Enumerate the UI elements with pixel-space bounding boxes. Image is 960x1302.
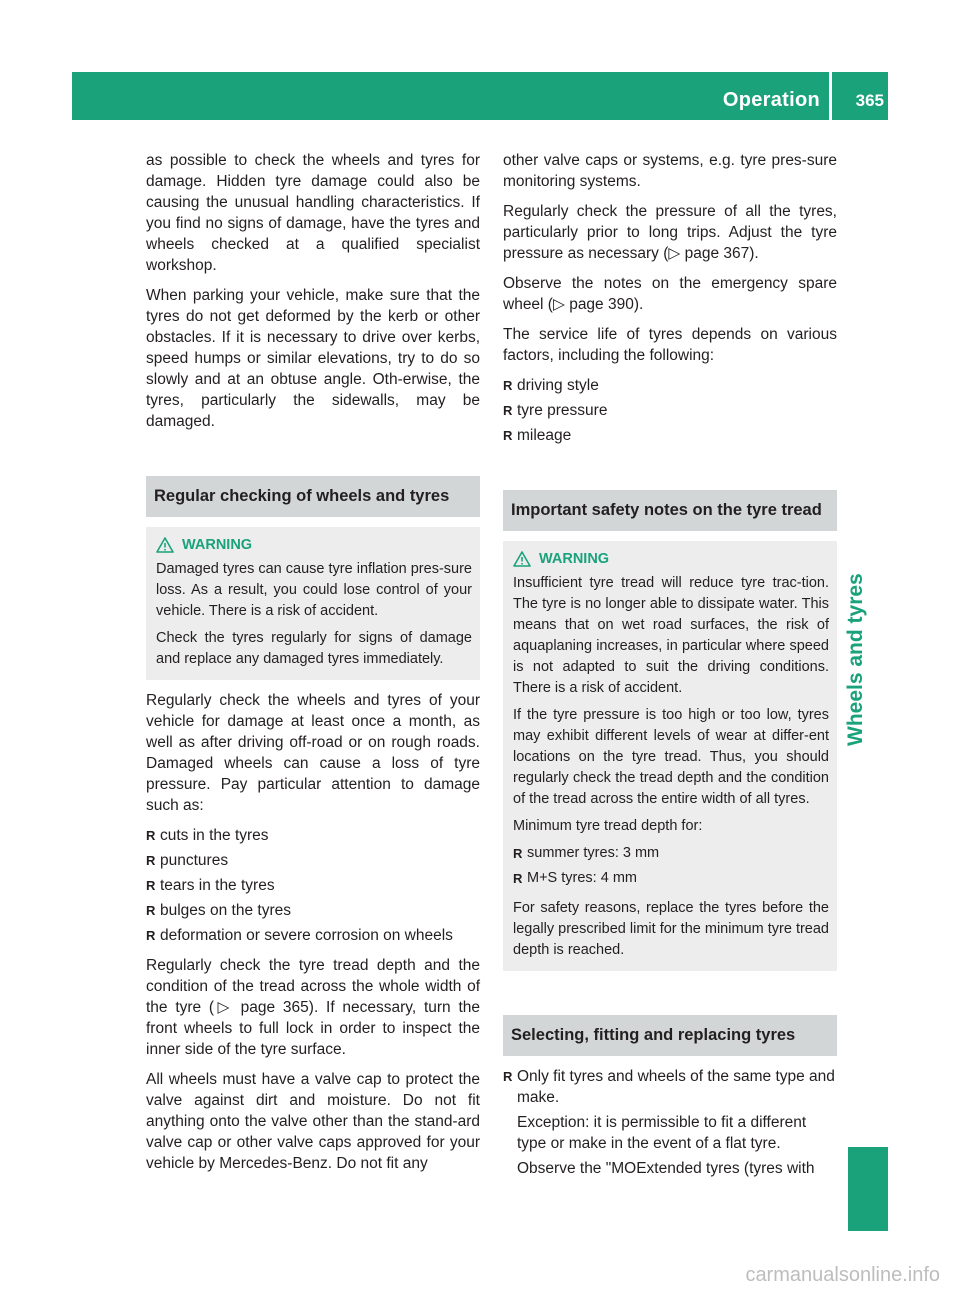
list-item [146,925,480,946]
list-item [513,868,829,889]
list-item-text: tyre pressure [517,402,608,419]
list-item-text: punctures [160,852,229,869]
warning-box-damaged-tyres [146,527,480,680]
bullet-icon: R [146,903,156,918]
list-item-text: mileage [517,427,572,444]
warning-title [156,535,472,555]
header-bar [72,72,888,120]
bullet-icon: R [146,828,156,843]
bullet-icon: R [513,846,523,861]
list-item [513,843,829,864]
bullet-icon: R [503,403,513,418]
list-item [503,375,837,396]
bullet-icon: R [503,378,513,393]
bullet-icon: R [146,878,156,893]
body-paragraph-2: Regularly check the tyre tread depth and the condition of the tread across the whole width of the tyre (▷ page 365). If necessary, turn the front wheels to full lock in order to inspect the inner side of the tyre surface. [146,957,480,1058]
watermark-text: carmanualsonline.info [745,1264,940,1286]
header-section-title: Operation [722,89,820,111]
warning-title [513,549,829,569]
warning-text-1: Insufficient tyre tread will reduce tyre trac-tion. The tyre is no longer able to dissipate water. This means that on wet road surfaces, the risk of aquaplaning increases, in particular where speed is not adapted to suit the driving conditions. There is a risk of accident. [513,575,829,696]
warning-triangle-icon [156,537,174,553]
list-item-subtext-2: Observe the "MOExtended tyres (tyres with [517,1160,815,1177]
continued-paragraph-4: The service life of tyres depends on various factors, including the following: [503,326,837,364]
list-item-text: cuts in the tyres [160,827,269,844]
continued-paragraph-1: other valve caps or systems, e.g. tyre pres-sure monitoring systems. [503,152,837,190]
list-item [146,825,480,846]
side-tab-block [848,1147,888,1231]
page-number: 365 [855,91,884,110]
list-item-text: summer tyres: 3 mm [527,845,660,861]
warning-label: WARNING [182,537,253,553]
list-item-text: driving style [517,377,599,394]
warning-text-3: Minimum tyre tread depth for: [513,818,703,834]
bullet-icon: R [513,871,523,886]
tread-depth-list [513,843,829,889]
warning-label: WARNING [539,551,610,567]
list-item [146,875,480,896]
warning-text-2: If the tyre pressure is too high or too low, tyres may exhibit different levels of wear at differ-ent locations on the tyre tread. Thus, you should regularly check the tread depth and the condition of the tread across the entire width of all tyres. [513,707,829,807]
factors-list [503,375,837,446]
warning-text-4: For safety reasons, replace the tyres before the legally prescribed limit for the minimum tyre tread depth is reached. [513,900,829,958]
continued-paragraph-3: Observe the notes on the emergency spare wheel (▷ page 390). [503,275,837,313]
bullet-icon: R [503,1069,513,1084]
warning-box-tyre-tread [503,541,837,971]
list-item-text: deformation or severe corrosion on wheels [160,927,453,944]
list-item-text: M+S tyres: 4 mm [527,870,637,886]
bullet-icon: R [503,428,513,443]
right-column [503,150,837,1188]
bullet-icon: R [146,853,156,868]
list-item [503,425,837,446]
intro-paragraph-2: When parking your vehicle, make sure that the tyres do not get deformed by the kerb or other obstacles. If it is necessary to drive over kerbs, speed humps or similar elevations, try to do so slowly and at an obtuse angle. Oth-erwise, the tyres, particularly the sidewalls, may be damaged. [146,287,480,430]
list-item [503,1066,837,1179]
intro-paragraph-1: as possible to check the wheels and tyres for damage. Hidden tyre damage could also be causing the unusual handling characteristics. If you find no signs of damage, have the tyres and wheels checked at a qualified specialist workshop. [146,152,480,274]
continued-paragraph-2: Regularly check the pressure of all the tyres, particularly prior to long trips. Adjust the tyre pressure as necessary (▷ page 367). [503,203,837,262]
list-item-subtext-1: Exception: it is permissible to fit a different type or make in the event of a flat tyre. [517,1114,807,1152]
warning-text-2: Check the tyres regularly for signs of damage and replace any damaged tyres immediately. [156,630,472,667]
warning-text-1: Damaged tyres can cause tyre inflation pres-sure loss. As a result, you could lose control of your vehicle. There is a risk of accident. [156,561,472,619]
bullet-icon: R [146,928,156,943]
body-paragraph-1: Regularly check the wheels and tyres of your vehicle for damage at least once a month, as well as after driving off-road or on rough roads. Damaged wheels can cause a loss of tyre pressure. Pay particular attention to damage such as: [146,692,480,814]
list-item [503,400,837,421]
section-heading-selecting-tyres: Selecting, fitting and replacing tyres [503,1015,837,1056]
section-heading-regular-checking: Regular checking of wheels and tyres [146,476,480,517]
warning-triangle-icon [513,551,531,567]
header-separator [829,72,832,120]
left-column [146,150,480,1183]
list-item [146,900,480,921]
damage-list [146,825,480,946]
list-item-text: bulges on the tyres [160,902,291,919]
list-item-text: tears in the tyres [160,877,275,894]
selecting-list [503,1066,837,1179]
list-item-text: Only fit tyres and wheels of the same type and make. [517,1068,835,1106]
list-item [146,850,480,871]
body-paragraph-3: All wheels must have a valve cap to protect the valve against dirt and moisture. Do not fit anything onto the valve other than the stand-ard valve cap or other valve caps approved for your vehicle by Mercedes-Benz. Do not fit any [146,1071,480,1172]
side-tab-label: Wheels and tyres [844,573,867,747]
section-heading-tyre-tread: Important safety notes on the tyre tread [503,490,837,531]
